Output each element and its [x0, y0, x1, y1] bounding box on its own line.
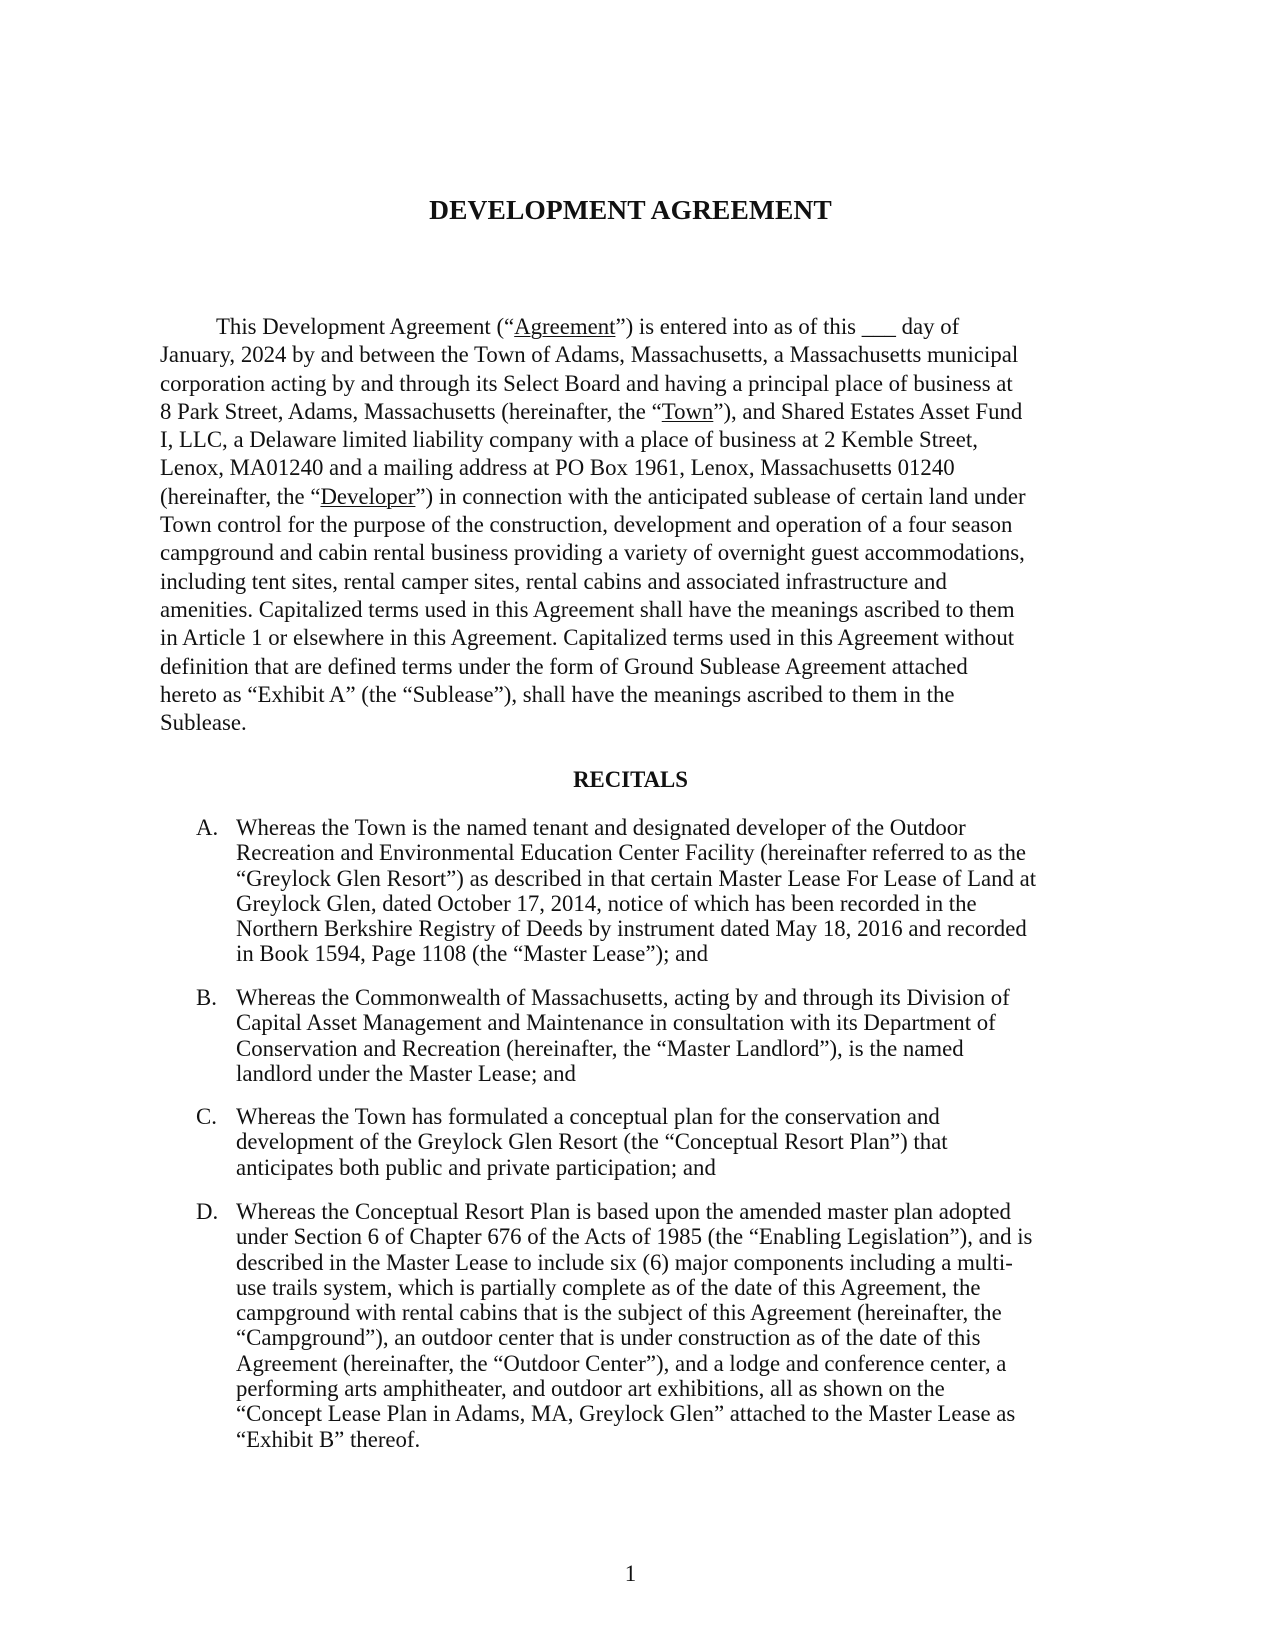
recital-line: Whereas the Commonwealth of Massachusetts, acting by and through its Division of — [236, 985, 1010, 1010]
recital-letter: C. — [196, 1104, 217, 1129]
recital-item — [196, 1104, 1126, 1180]
recital-body — [236, 1104, 1126, 1180]
intro-line — [160, 398, 1120, 426]
intro-text: ”) in connection with the anticipated sublease of certain land under — [415, 483, 1026, 509]
recital-line: performing arts amphitheater, and outdoor art exhibitions, all as shown on the — [236, 1376, 945, 1402]
intro-line: campground and cabin rental business providing a variety of overnight guest accommodations, — [160, 540, 1025, 566]
intro-line: including tent sites, rental camper sites, rental cabins and associated infrastructure and — [160, 568, 947, 594]
recital-line: Whereas the Town is the named tenant and designated developer of the Outdoor — [236, 815, 966, 840]
page-number: 1 — [624, 1561, 637, 1586]
defined-term-agreement: Agreement — [514, 314, 616, 339]
intro-line: January, 2024 by and between the Town of Adams, Massachusetts, a Massachusetts municipal — [160, 342, 1019, 368]
recital-letter: D. — [196, 1199, 219, 1224]
recital-line: in Book 1594, Page 1108 (the “Master Lease”); and — [236, 941, 709, 967]
document-title: DEVELOPMENT AGREEMENT — [429, 194, 832, 225]
recital-body — [236, 1199, 1126, 1452]
intro-line: corporation acting by and through its Select Board and having a principal place of business at — [160, 370, 1013, 396]
recital-letter: A. — [196, 815, 219, 840]
intro-line: hereto as “Exhibit A” (the “Sublease”), shall have the meanings ascribed to them in the — [160, 681, 955, 707]
intro-paragraph — [160, 313, 1120, 737]
recital-line: anticipates both public and private participation; and — [236, 1154, 716, 1180]
intro-line: Sublease. — [160, 710, 247, 736]
recitals-heading: RECITALS — [573, 767, 688, 792]
intro-line: in Article 1 or elsewhere in this Agreement. Capitalized terms used in this Agreement without — [160, 625, 1015, 651]
intro-text: 8 Park Street, Adams, Massachusetts (hereinafter, the “ — [160, 398, 662, 424]
recital-line: Northern Berkshire Registry of Deeds by instrument dated May 18, 2016 and recorded — [236, 916, 1027, 942]
intro-text: This Development Agreement (“ — [216, 314, 515, 339]
defined-term-town: Town — [661, 398, 714, 424]
recital-line: “Concept Lease Plan in Adams, MA, Greylock Glen” attached to the Master Lease as — [236, 1401, 1016, 1427]
recital-body — [236, 815, 1126, 967]
recital-line: Whereas the Conceptual Resort Plan is based upon the amended master plan adopted — [236, 1199, 1011, 1224]
recital-letter: B. — [196, 985, 217, 1010]
recital-body — [236, 985, 1126, 1086]
intro-text: (hereinafter, the “ — [160, 483, 321, 509]
intro-line: amenities. Capitalized terms used in this Agreement shall have the meanings ascribed to them — [160, 596, 1015, 622]
recital-line: use trails system, which is partially complete as of the date of this Agreement, the — [236, 1274, 981, 1300]
recital-line: landlord under the Master Lease; and — [236, 1060, 576, 1086]
intro-line: I, LLC, a Delaware limited liability company with a place of business at 2 Kemble Street, — [160, 427, 978, 453]
intro-line: Town control for the purpose of the construction, development and operation of a four season — [160, 512, 1013, 538]
recital-item — [196, 1199, 1126, 1452]
recital-line: “Greylock Glen Resort”) as described in that certain Master Lease For Lease of Land at — [236, 865, 1037, 891]
recital-line: “Campground”), an outdoor center that is under construction as of the date of this — [236, 1325, 981, 1351]
intro-text: ”), and Shared Estates Asset Fund — [713, 398, 1023, 424]
intro-line: Lenox, MA01240 and a mailing address at PO Box 1961, Lenox, Massachusetts 01240 — [160, 455, 955, 481]
intro-line: definition that are defined terms under the form of Ground Sublease Agreement attached — [160, 653, 968, 679]
recital-line: Recreation and Environmental Education Center Facility (hereinafter referred to as the — [236, 840, 1026, 866]
recital-line: Agreement (hereinafter, the “Outdoor Center”), and a lodge and conference center, a — [236, 1350, 1007, 1376]
recital-line: Whereas the Town has formulated a conceptual plan for the conservation and — [236, 1104, 940, 1129]
recital-line: Conservation and Recreation (hereinafter, the “Master Landlord”), is the named — [236, 1035, 964, 1061]
recital-line: development of the Greylock Glen Resort (the “Conceptual Resort Plan”) that — [236, 1129, 948, 1155]
intro-line — [160, 483, 1120, 511]
recital-line: described in the Master Lease to include six (6) major components including a multi- — [236, 1249, 1013, 1275]
recital-line: under Section 6 of Chapter 676 of the Acts of 1985 (the “Enabling Legislation”), and is — [236, 1224, 1033, 1250]
recital-item — [196, 985, 1126, 1086]
intro-text: ”) is entered into as of this ___ day of — [615, 314, 960, 339]
recital-line: campground with rental cabins that is the subject of this Agreement (hereinafter, the — [236, 1300, 1002, 1326]
recital-line: Greylock Glen, dated October 17, 2014, notice of which has been recorded in the — [236, 890, 977, 916]
recital-line: “Exhibit B” thereof. — [236, 1426, 421, 1452]
intro-line — [160, 313, 1120, 341]
defined-term-developer: Developer — [320, 483, 416, 509]
recital-item — [196, 815, 1126, 967]
recital-line: Capital Asset Management and Maintenance in consultation with its Department of — [236, 1010, 996, 1036]
